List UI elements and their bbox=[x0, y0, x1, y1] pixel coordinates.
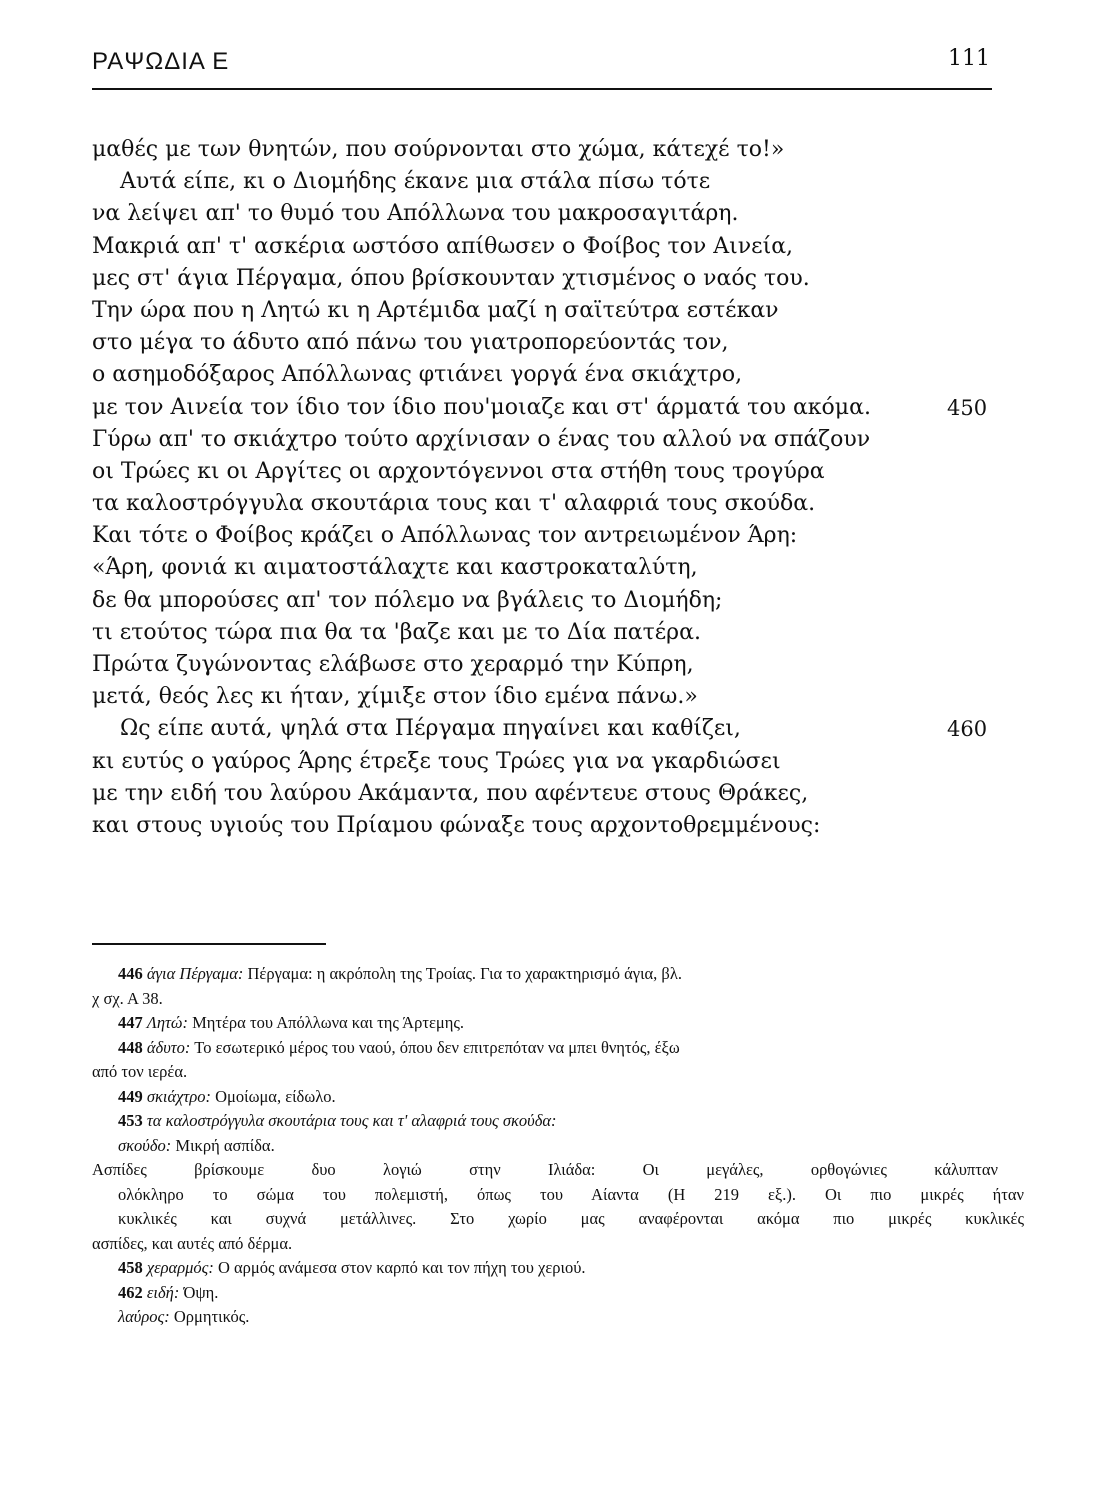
footnote-line bbox=[118, 1207, 1024, 1232]
footnote-number: 449 bbox=[118, 1086, 143, 1106]
footnote-line bbox=[118, 1085, 998, 1110]
verse-line-text: «Άρη, φονιά κι αιματοστάλαχτε και καστροκαταλύτη, bbox=[92, 555, 698, 581]
verse-line-text: με τον Αινεία τον ίδιο τον ίδιο που'μοιαζε και στ' άρματά του ακόμα. bbox=[92, 394, 871, 420]
footnote-gloss: Ο αρμός ανάμεσα στον καρπό και τον πήχη του χεριού. bbox=[217, 1258, 586, 1277]
footnote-number: 446 bbox=[118, 964, 143, 983]
footnote-gloss: Ομοίωμα, είδωλο. bbox=[215, 1086, 336, 1106]
footnote-line bbox=[118, 1256, 998, 1281]
verse-line-text: Πρώτα ζυγώνοντας ελάβωσε στο χεραρμό την Κύπρη, bbox=[92, 652, 694, 677]
verse-line-text: και στους υγιούς του Πρίαμου φώναξε τους αρχοντοθρεμμένους: bbox=[92, 812, 821, 838]
verse-line bbox=[92, 520, 1012, 552]
footnote-number: 453 bbox=[118, 1111, 143, 1130]
footnote-line bbox=[118, 1183, 1024, 1208]
footnote-lemma: ειδή: bbox=[146, 1282, 180, 1302]
footnote-line bbox=[118, 1011, 998, 1036]
footnote-line bbox=[92, 1060, 998, 1085]
footnote-lemma: χεραρμός: bbox=[146, 1258, 214, 1277]
verse-line-text: μαθές με των θνητών, που σούρνονται στο χώμα, κάτεχέ το!» bbox=[92, 137, 785, 162]
verse-line bbox=[92, 778, 1012, 810]
footnote-rule bbox=[92, 943, 326, 945]
verse-line-text: μετά, θεός λες κι ήταν, χίμιξε στον ίδιο εμένα πάνω.» bbox=[92, 684, 698, 710]
verse-line bbox=[92, 617, 1012, 649]
footnote-lemma: τα καλοστρόγγυλα σκουτάρια τους και τ' αλαφριά τους σκούδα: bbox=[146, 1111, 557, 1130]
verse-line-text: με την ειδή του λαύρου Ακάμαντα, που αφέντευε στους Θράκες, bbox=[92, 780, 809, 806]
verse-line-text: ο ασημοδόξαρος Απόλλωνας φτιάνει γοργά ένα σκιάχτρο, bbox=[92, 362, 743, 388]
verse-line-text: να λείψει απ' το θυμό του Απόλλωνα του μακροσαγιτάρη. bbox=[92, 201, 739, 227]
footnote-lemma: λαύρος: bbox=[118, 1307, 170, 1326]
footnote-lemma: άδυτο: bbox=[146, 1037, 191, 1057]
footnote-gloss: Όψη. bbox=[183, 1282, 219, 1302]
footnote-gloss: ολόκληρο το σώμα του πολεμιστή, όπως του Αίαντα (Η 219 εξ.). Οι πιο μικρές ήταν bbox=[118, 1184, 1024, 1204]
footnote-gloss: Ασπίδες βρίσκουμε δυο λογιώ στην Ιλιάδα: Οι μεγάλες, ορθογώνιες κάλυπταν bbox=[92, 1160, 998, 1179]
footnote-line bbox=[92, 1232, 998, 1257]
verse-line bbox=[92, 359, 1012, 391]
footnote-gloss: Μικρή ασπίδα. bbox=[175, 1135, 275, 1155]
verse-line-text: Μακριά απ' τ' ασκέρια ωστόσο απίθωσεν ο Φοίβος τον Αινεία, bbox=[92, 233, 794, 259]
footnote-lemma: σκιάχτρο: bbox=[146, 1086, 212, 1106]
footnote-gloss: Πέργαμα: η ακρόπολη της Τροίας. Για το χαρακτηρισμό άγια, βλ. bbox=[247, 964, 682, 983]
verse-line bbox=[92, 166, 1012, 198]
footnote-gloss: Το εσωτερικό μέρος του ναού, όπου δεν επιτρεπόταν να μπει θνητός, έξω bbox=[194, 1037, 680, 1057]
verse-line bbox=[92, 456, 1012, 488]
page-number: 111 bbox=[948, 46, 990, 71]
footnote-line bbox=[118, 1305, 998, 1330]
verse-number: 460 bbox=[947, 717, 988, 742]
footnote-line bbox=[118, 1036, 998, 1061]
verse-line bbox=[92, 746, 1012, 778]
footnote-gloss: ασπίδες, και αυτές από δέρμα. bbox=[92, 1233, 293, 1253]
footnote-gloss: χ σχ. Α 38. bbox=[92, 988, 163, 1008]
footnotes bbox=[92, 962, 1024, 1330]
verse-line-text: Αυτά είπε, κι ο Διομήδης έκανε μια στάλα πίσω τότε bbox=[120, 169, 711, 195]
footnote-line bbox=[118, 1281, 998, 1306]
footnote-line bbox=[118, 1109, 998, 1134]
footnote-gloss: Ορμητικός. bbox=[173, 1307, 250, 1326]
verse-line-text: τα καλοστρόγγυλα σκουτάρια τους και τ' αλαφριά τους σκούδα. bbox=[92, 491, 816, 517]
verse-line bbox=[92, 327, 1012, 359]
verse-line-text: οι Τρώες κι οι Αργίτες οι αρχοντόγεννοι στα στήθη τους τρογύρα bbox=[92, 458, 825, 484]
verse-line bbox=[92, 263, 1012, 295]
verse-line bbox=[92, 392, 1012, 424]
verse-line bbox=[92, 295, 1012, 327]
verse-line-text: Και τότε ο Φοίβος κράζει ο Απόλλωνας τον αντρειωμένον Άρη: bbox=[92, 523, 798, 549]
verse-line bbox=[92, 424, 1012, 456]
footnote-number: 462 bbox=[118, 1282, 143, 1302]
verse-line-text: Την ώρα που η Λητώ κι η Αρτέμιδα μαζί η σαϊτεύτρα εστέκαν bbox=[92, 297, 779, 323]
verse-line-text: κι ευτύς ο γαύρος Άρης έτρεξε τους Τρώες για να γκαρδιώσει bbox=[92, 748, 781, 774]
footnote-line bbox=[118, 962, 998, 987]
footnote-line bbox=[118, 1134, 998, 1159]
verse-line-text: Ως είπε αυτά, ψηλά στα Πέργαμα πηγαίνει και καθίζει, bbox=[120, 716, 741, 742]
verse-line bbox=[92, 231, 1012, 263]
verse-line-text: τι ετούτος τώρα πια θα τα 'βαζε και με το Δία πατέρα. bbox=[92, 619, 701, 645]
header-rule bbox=[92, 88, 992, 90]
footnote-gloss: Μητέρα του Απόλλωνα και της Άρτεμης. bbox=[192, 1013, 465, 1032]
verse-line bbox=[92, 488, 1012, 520]
verse-line bbox=[92, 552, 1012, 584]
footnote-line bbox=[92, 1158, 998, 1183]
verse-line bbox=[92, 713, 1012, 745]
verse-line bbox=[92, 649, 1012, 681]
verse-line-text: Γύρω απ' το σκιάχτρο τούτο αρχίνισαν ο ένας του αλλού να σπάζουν bbox=[92, 426, 871, 452]
footnote-lemma: Λητώ: bbox=[146, 1013, 188, 1032]
footnote-number: 447 bbox=[118, 1013, 143, 1032]
verse-line bbox=[92, 810, 1012, 842]
footnote-gloss: από τον ιερέα. bbox=[92, 1062, 188, 1081]
footnote-gloss: κυκλικές και συχνά μετάλλινες. Στο χωρίο μας αναφέρονται ακόμα πιο μικρές κυκλικές bbox=[118, 1209, 1024, 1228]
chapter-title: ΡΑΨΩΔΙΑ Ε bbox=[92, 48, 230, 75]
verse-line bbox=[92, 681, 1012, 713]
verse-line-text: μες στ' άγια Πέργαμα, όπου βρίσκουνταν χτισμένος ο ναός του. bbox=[92, 265, 810, 291]
verse-line bbox=[92, 198, 1012, 230]
footnote-lemma: άγια Πέργαμα: bbox=[146, 964, 244, 983]
verse-line-text: στο μέγα το άδυτο από πάνω του γιατροπορεύοντάς τον, bbox=[92, 330, 729, 356]
verse-line-text: δε θα μπορούσες απ' τον πόλεμο να βγάλεις το Διομήδη; bbox=[92, 587, 723, 613]
footnote-lemma: σκούδο: bbox=[118, 1135, 172, 1155]
verse-text bbox=[92, 134, 1012, 842]
verse-number: 450 bbox=[947, 395, 988, 420]
footnote-number: 448 bbox=[118, 1037, 143, 1057]
verse-line bbox=[92, 585, 1012, 617]
verse-line bbox=[92, 134, 1012, 166]
footnote-number: 458 bbox=[118, 1258, 143, 1277]
footnote-line bbox=[92, 987, 998, 1012]
running-header bbox=[92, 42, 994, 82]
